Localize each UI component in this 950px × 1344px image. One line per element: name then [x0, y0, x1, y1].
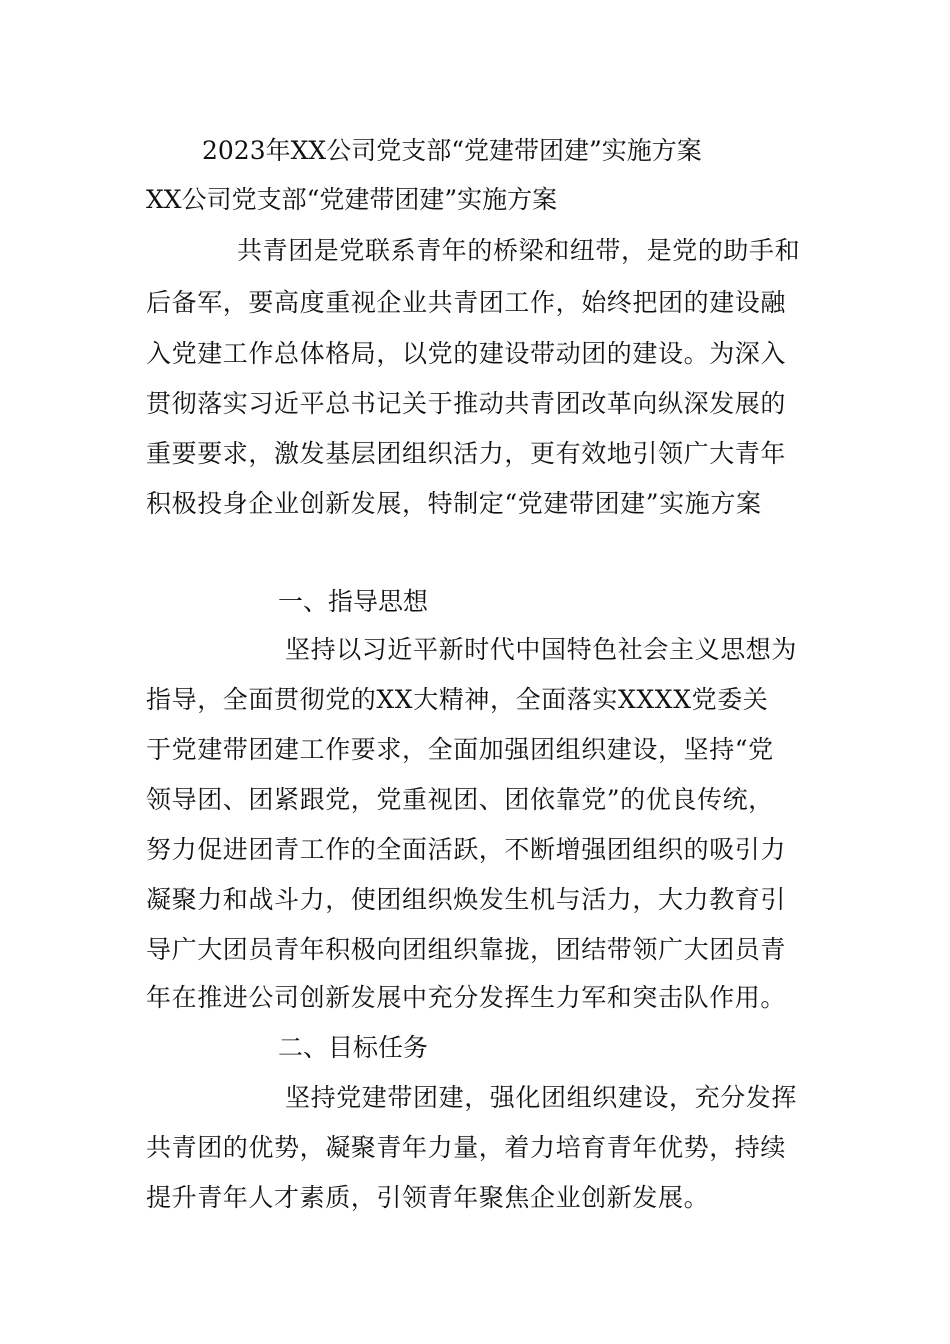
- section1-paragraph-line: 努力促进团青工作的全面活跃，不断增强团组织的吸引力: [146, 835, 787, 864]
- document-title: 2023年XX公司党支部“党建带团建”实施方案: [202, 136, 702, 165]
- intro-paragraph-line: 共青团是党联系青年的桥梁和纽带，是党的助手和: [237, 236, 801, 265]
- section1-paragraph-line: 年在推进公司创新发展中充分发挥生力军和突击队作用。: [146, 983, 787, 1012]
- intro-paragraph-line: 入党建工作总体格局，以党的建设带动团的建设。为深入: [146, 339, 787, 368]
- section2-paragraph-line: 坚持党建带团建，强化团组织建设，充分发挥: [285, 1083, 798, 1112]
- section1-paragraph-line: 坚持以习近平新时代中国特色社会主义思想为: [285, 635, 798, 664]
- intro-paragraph-line: 重要要求，激发基层团组织活力，更有效地引领广大青年: [146, 439, 787, 468]
- section1-paragraph-line: 领导团、团紧跟党，党重视团、团依靠党”的优良传统，: [146, 785, 774, 814]
- section-heading-goals-and-tasks: 二、目标任务: [278, 1033, 429, 1062]
- section1-paragraph-line: 于党建带团建工作要求，全面加强团组织建设，坚持“党: [146, 735, 774, 764]
- section1-paragraph-line: 指导，全面贯彻党的XX大精神，全面落实XXXX党委关: [146, 685, 769, 714]
- section2-paragraph-line: 共青团的优势，凝聚青年力量，着力培育青年优势，持续: [146, 1133, 787, 1162]
- section2-paragraph-line: 提升青年人才素质，引领青年聚焦企业创新发展。: [146, 1183, 710, 1212]
- intro-paragraph-line: 贯彻落实习近平总书记关于推动共青团改革向纵深发展的: [146, 389, 787, 418]
- section-heading-guiding-ideology: 一、指导思想: [278, 587, 429, 616]
- intro-paragraph-line: 积极投身企业创新发展，特制定“党建带团建”实施方案: [146, 489, 762, 518]
- intro-paragraph-line: 后备军，要高度重视企业共青团工作，始终把团的建设融: [146, 288, 787, 317]
- section1-paragraph-line: 凝聚力和战斗力，使团组织焕发生机与活力，大力教育引: [146, 885, 787, 914]
- document-subtitle: XX公司党支部“党建带团建”实施方案: [146, 185, 558, 214]
- section1-paragraph-line: 导广大团员青年积极向团组织靠拢，团结带领广大团员青: [146, 935, 787, 964]
